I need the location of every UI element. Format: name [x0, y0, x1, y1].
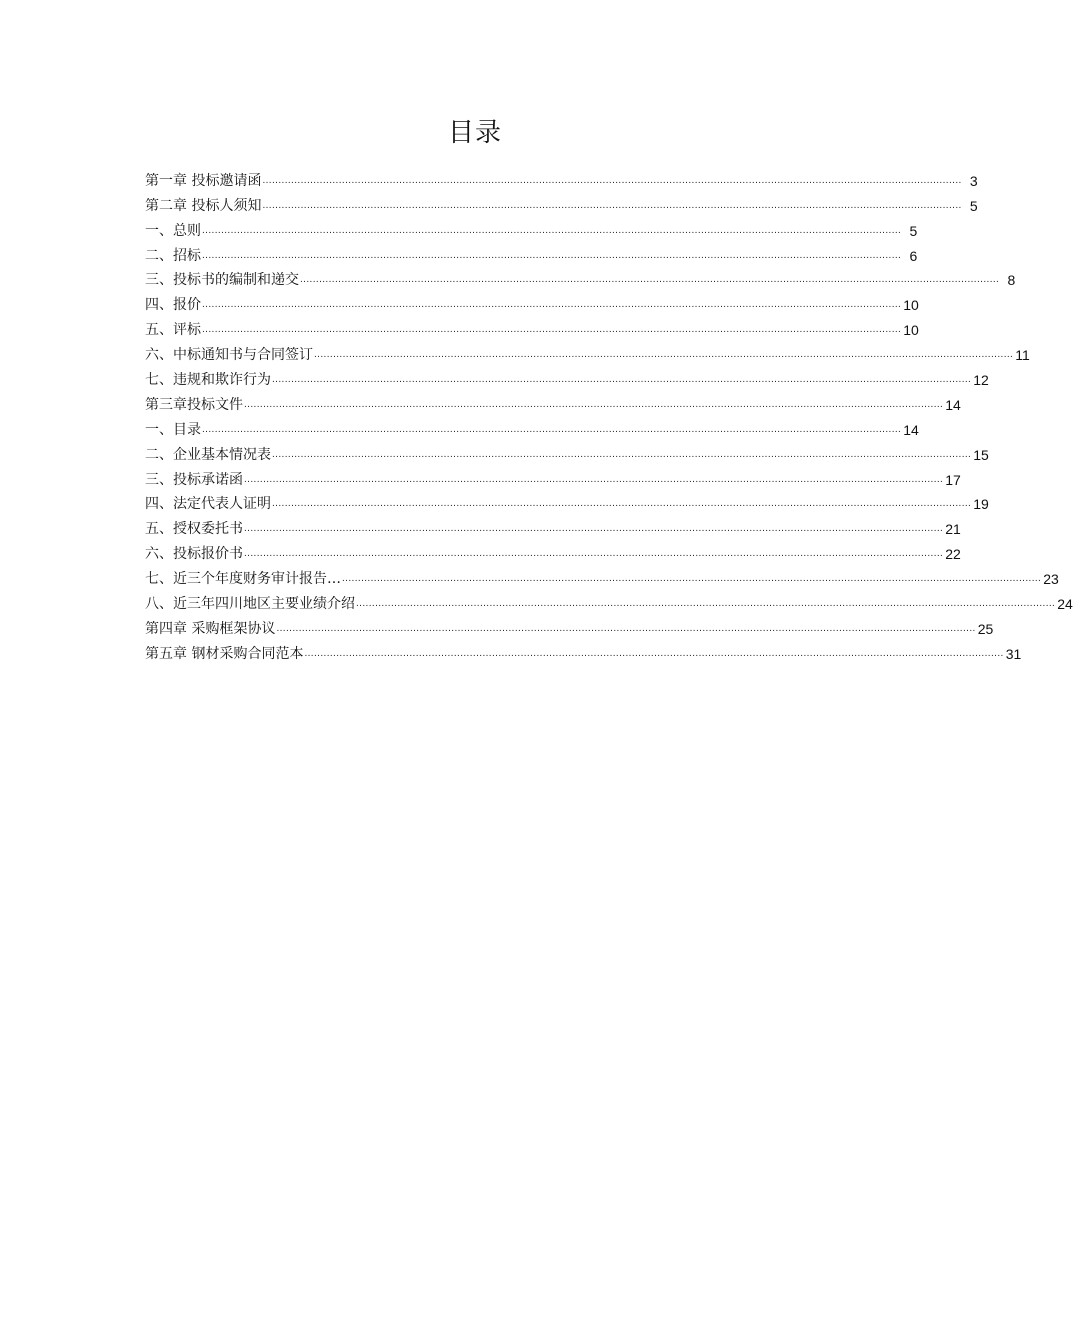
- toc-entry-page: 24: [1057, 596, 1073, 613]
- toc-entry[interactable]: [145, 415, 919, 440]
- toc-leader-dots: ............................................................................................................................................................................................................................: [272, 374, 972, 386]
- toc-entry-page: 10: [903, 297, 919, 314]
- toc-entry-page: 8: [1007, 272, 1016, 289]
- toc-entry-page: 17: [945, 471, 961, 488]
- toc-leader-dots: ............................................................................................................................................................................................................................: [276, 622, 976, 634]
- toc-leader-dots: ............................................................................................................................................................................................................................: [300, 274, 1000, 286]
- toc-entry[interactable]: [145, 514, 961, 539]
- toc-entry-text: 第四章 采购框架协议: [145, 620, 276, 637]
- toc-leader-dots: ............................................................................................................................................................................................................................: [356, 598, 1056, 610]
- toc-entry-page: 31: [1005, 645, 1022, 662]
- toc-entry-page: 5: [969, 197, 978, 214]
- toc-leader-dots: ............................................................................................................................................................................................................................: [314, 349, 1014, 361]
- toc-entry-text: 五、评标: [145, 322, 201, 339]
- toc-leader-dots: ............................................................................................................................................................................................................................: [202, 299, 902, 311]
- toc-entry-page: 6: [909, 247, 918, 264]
- toc-entry-page: 25: [977, 620, 994, 637]
- toc-entry-text: 第三章投标文件: [145, 396, 243, 413]
- toc-entry-text: 七、近三个年度财务审计报告…: [145, 571, 341, 588]
- toc-entry-text: 七、违规和欺诈行为: [145, 372, 271, 389]
- toc-entry-page: 15: [973, 446, 989, 463]
- toc-list: [145, 166, 1073, 664]
- toc-entry[interactable]: [145, 639, 1022, 664]
- toc-entry[interactable]: [145, 490, 989, 515]
- toc-entry-text: 四、法定代表人证明: [145, 496, 271, 513]
- toc-entry-text: 一、目录: [145, 421, 201, 438]
- toc-entry[interactable]: [145, 589, 1073, 614]
- toc-leader-dots: ............................................................................................................................................................................................................................: [244, 523, 944, 535]
- toc-leader-dots: ............................................................................................................................................................................................................................: [202, 324, 902, 336]
- toc-entry[interactable]: [145, 539, 961, 564]
- toc-entry-text: 第一章 投标邀请函: [145, 172, 262, 189]
- toc-entry-page: 14: [903, 421, 919, 438]
- toc-entry[interactable]: [145, 390, 961, 415]
- toc-entry-page: 19: [973, 496, 989, 513]
- toc-leader-dots: ............................................................................................................................................................................................................................: [304, 647, 1004, 659]
- toc-entry-text: 二、招标: [145, 247, 201, 264]
- toc-entry[interactable]: [145, 266, 1016, 291]
- toc-entry[interactable]: [145, 365, 989, 390]
- toc-entry[interactable]: [145, 614, 994, 639]
- toc-leader-dots: ............................................................................................................................................................................................................................: [244, 548, 944, 560]
- toc-leader-dots: ............................................................................................................................................................................................................................: [244, 473, 944, 485]
- toc-entry-text: 六、投标报价书: [145, 546, 243, 563]
- toc-title: 目录: [447, 118, 502, 148]
- toc-leader-dots: ............................................................................................................................................................................................................................: [262, 174, 962, 186]
- toc-entry-text: 第五章 钢材采购合同范本: [145, 645, 304, 662]
- toc-entry-page: 3: [969, 172, 978, 189]
- toc-entry-text: 六、中标通知书与合同签订: [145, 347, 313, 364]
- toc-entry[interactable]: [145, 241, 918, 266]
- toc-entry[interactable]: [145, 166, 978, 191]
- toc-entry-page: 22: [945, 546, 961, 563]
- toc-entry-page: 21: [945, 521, 961, 538]
- toc-leader-dots: ............................................................................................................................................................................................................................: [202, 423, 902, 435]
- toc-entry-page: 14: [945, 396, 961, 413]
- toc-entry[interactable]: [145, 440, 989, 465]
- toc-entry[interactable]: [145, 290, 919, 315]
- toc-entry-page: 23: [1043, 571, 1059, 588]
- toc-entry-text: 八、近三年四川地区主要业绩介绍: [145, 596, 355, 613]
- toc-entry-text: 三、投标承诺函: [145, 471, 243, 488]
- toc-entry-text: 三、投标书的编制和递交: [145, 272, 299, 289]
- toc-leader-dots: ............................................................................................................................................................................................................................: [202, 249, 902, 261]
- toc-entry[interactable]: [145, 465, 961, 490]
- toc-entry-text: 一、总则: [145, 222, 201, 239]
- toc-entry[interactable]: [145, 191, 978, 216]
- toc-leader-dots: ............................................................................................................................................................................................................................: [272, 498, 972, 510]
- toc-leader-dots: ............................................................................................................................................................................................................................: [272, 448, 972, 460]
- toc-entry[interactable]: [145, 216, 918, 241]
- toc-entry[interactable]: [145, 340, 1030, 365]
- toc-entry-page: 11: [1015, 347, 1030, 364]
- toc-leader-dots: ............................................................................................................................................................................................................................: [244, 398, 944, 410]
- toc-entry-text: 二、企业基本情况表: [145, 446, 271, 463]
- toc-entry-page: 12: [973, 372, 989, 389]
- toc-entry-text: 四、报价: [145, 297, 201, 314]
- toc-entry-page: 5: [909, 222, 918, 239]
- toc-leader-dots: ............................................................................................................................................................................................................................: [342, 573, 1042, 585]
- toc-entry[interactable]: [145, 315, 919, 340]
- toc-leader-dots: ............................................................................................................................................................................................................................: [202, 224, 902, 236]
- toc-entry-text: 五、授权委托书: [145, 521, 243, 538]
- toc-entry-text: 第二章 投标人须知: [145, 197, 262, 214]
- toc-entry[interactable]: [145, 564, 1059, 589]
- toc-entry-page: 10: [903, 322, 919, 339]
- toc-leader-dots: ............................................................................................................................................................................................................................: [262, 199, 962, 211]
